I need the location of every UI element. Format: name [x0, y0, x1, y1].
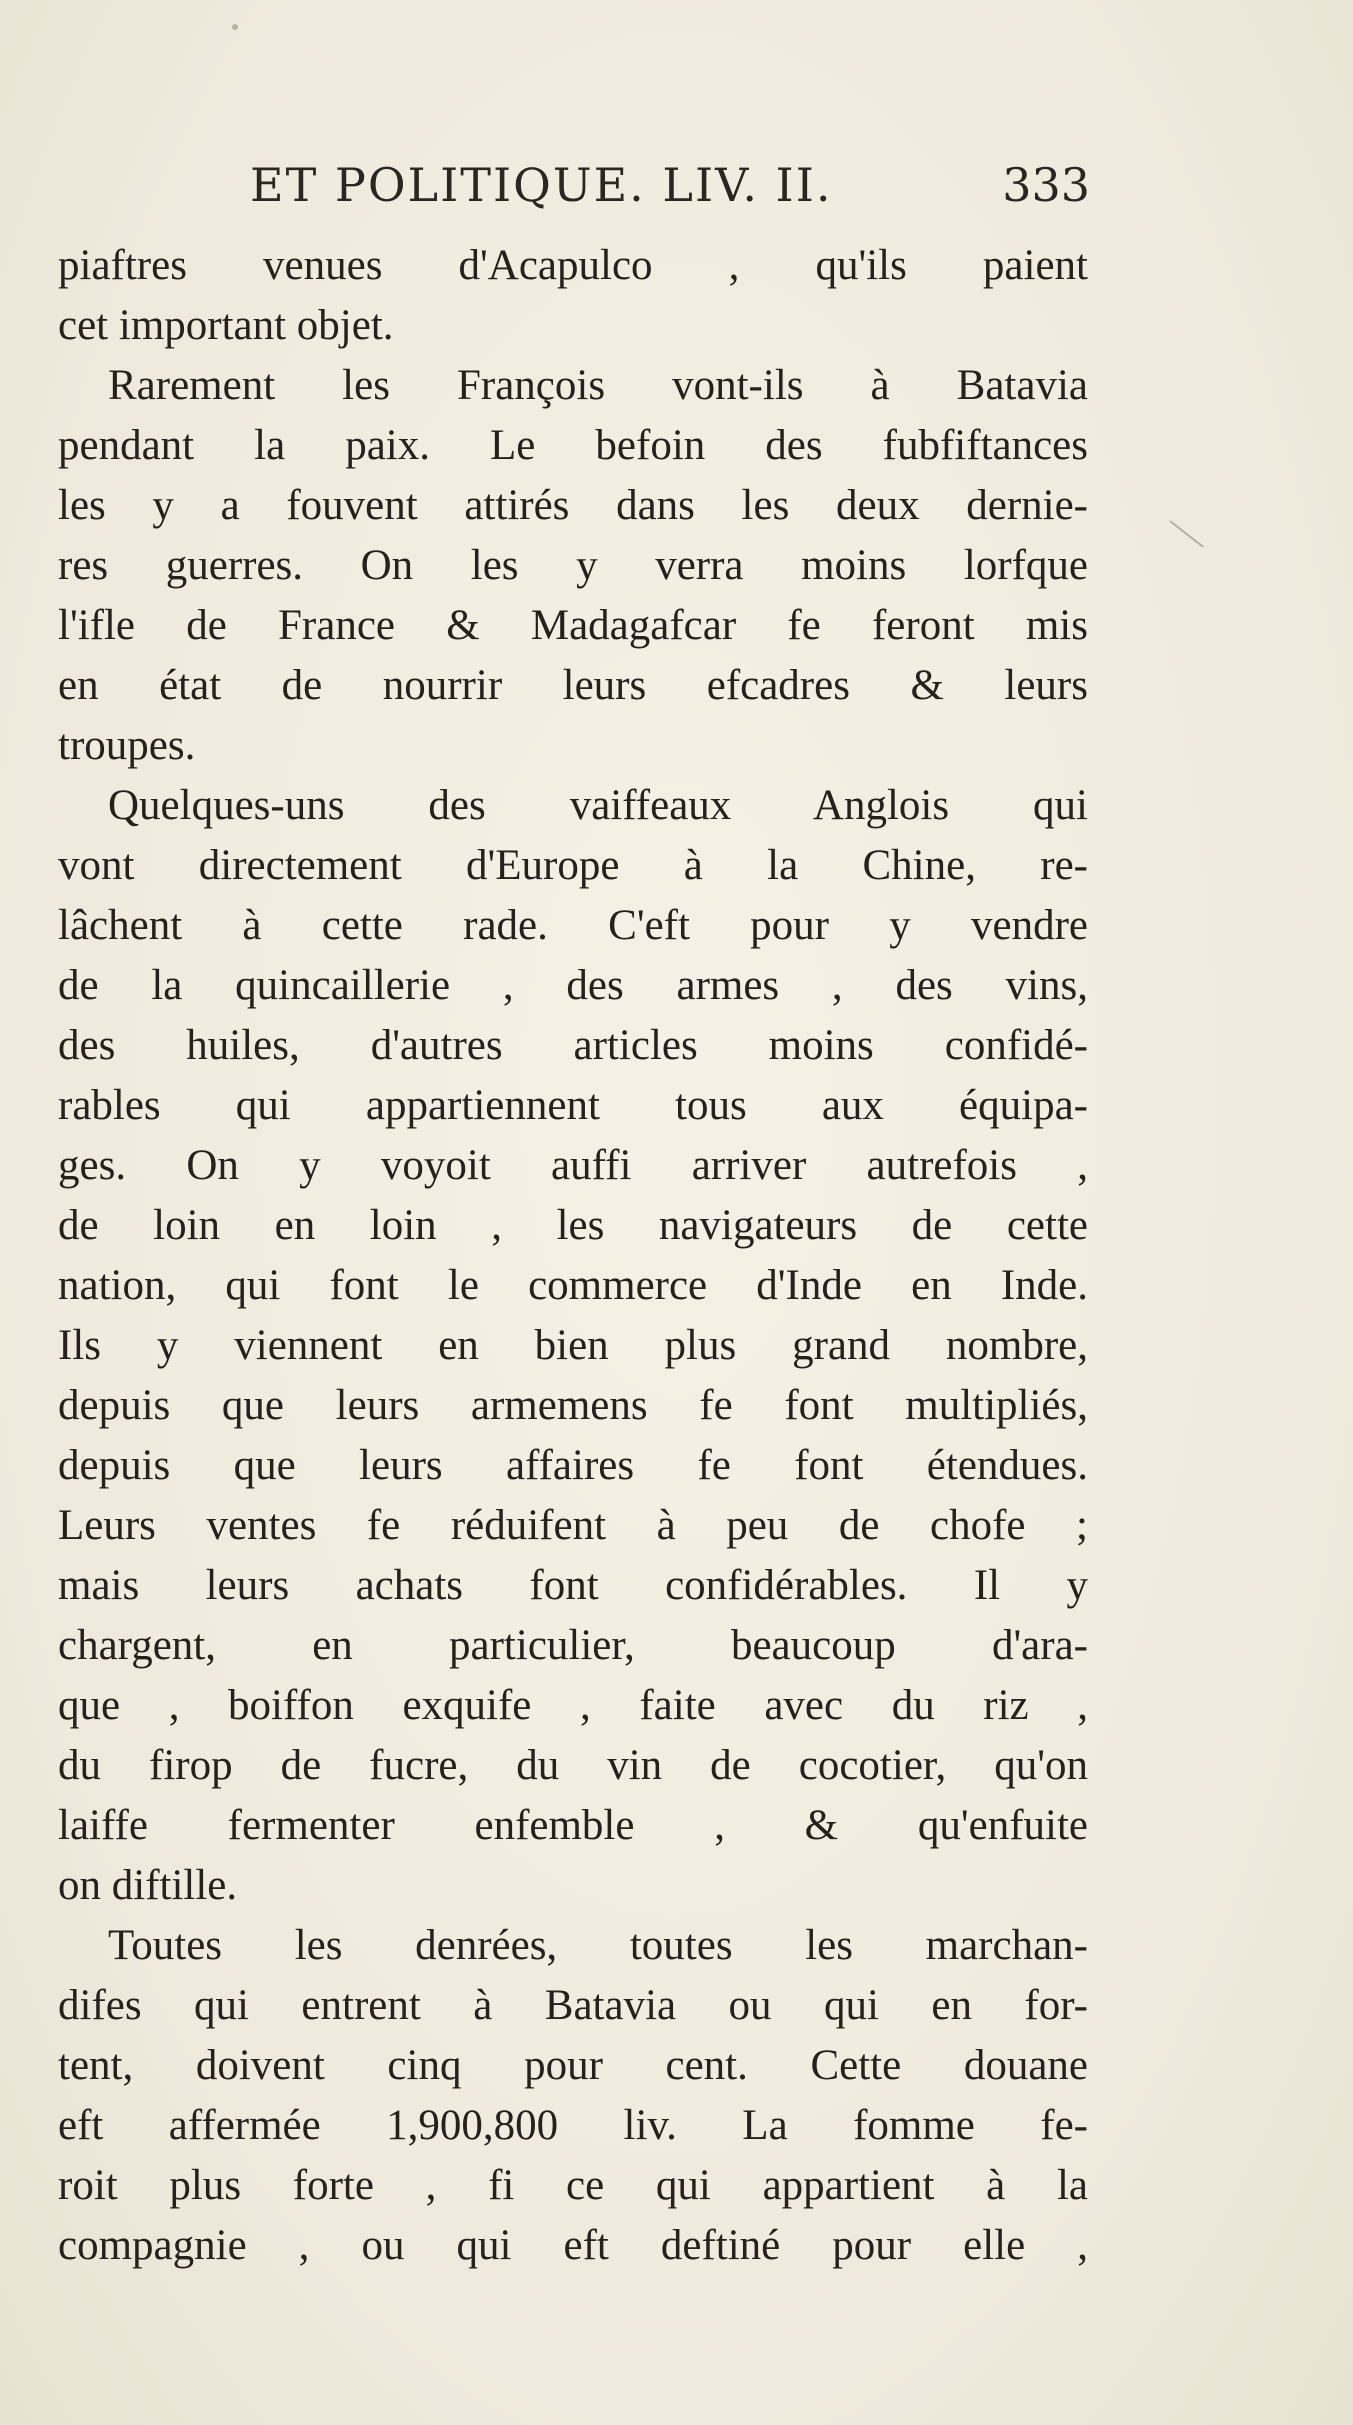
text-line: laiffe fermenter enfemble , & qu'enfuite: [58, 1802, 1088, 1849]
text-line: que , boiffon exquife , faite avec du riz ,: [58, 1682, 1088, 1729]
text-line: lâchent à cette rade. C'eft pour y vendre: [58, 902, 1088, 949]
text-line: compagnie , ou qui eft deftiné pour elle ,: [58, 2222, 1088, 2269]
text-line: pendant la paix. Le befoin des fubfiftances: [58, 422, 1088, 469]
paper-mark: [1169, 520, 1203, 547]
text-line: Ils y viennent en bien plus grand nombre,: [58, 1322, 1088, 1369]
text-line: mais leurs achats font confidérables. Il y: [58, 1562, 1088, 1609]
text-line: vont directement d'Europe à la Chine, re-: [58, 842, 1088, 889]
text-line: en état de nourrir leurs efcadres & leurs: [58, 662, 1088, 709]
text-line: des huiles, d'autres articles moins confidé-: [58, 1022, 1088, 1069]
text-line: de loin en loin , les navigateurs de cette: [58, 1202, 1088, 1249]
text-line: du firop de fucre, du vin de cocotier, qu'on: [58, 1742, 1088, 1789]
text-line: ges. On y voyoit auffi arriver autrefois ,: [58, 1142, 1088, 1189]
text-line: depuis que leurs armemens fe font multipliés,: [58, 1382, 1088, 1429]
text-line: difes qui entrent à Batavia ou qui en for-: [58, 1982, 1088, 2029]
text-line: cet important objet.: [58, 302, 394, 349]
paragraph-start-line: Toutes les denrées, toutes les marchan-: [108, 1922, 1088, 1969]
text-line: l'ifle de France & Madagafcar fe feront mis: [58, 602, 1088, 649]
text-line: tent, doivent cinq pour cent. Cette douane: [58, 2042, 1088, 2089]
text-line: on diftille.: [58, 1862, 238, 1909]
text-line: roit plus forte , fi ce qui appartient à la: [58, 2162, 1088, 2209]
text-line: les y a fouvent attirés dans les deux dernie-: [58, 482, 1088, 529]
running-head: ET POLITIQUE. LIV. II.: [250, 158, 833, 212]
text-line: depuis que leurs affaires fe font étendues.: [58, 1442, 1088, 1489]
text-line: troupes.: [58, 722, 196, 769]
text-line: chargent, en particulier, beaucoup d'ara-: [58, 1622, 1088, 1669]
page-number: 333: [1002, 158, 1090, 212]
text-line: rables qui appartiennent tous aux équipa-: [58, 1082, 1088, 1129]
paragraph-start-line: Rarement les François vont-ils à Batavia: [108, 362, 1088, 409]
page-header: [250, 158, 1090, 228]
text-line: de la quincaillerie , des armes , des vins,: [58, 962, 1088, 1009]
paragraph-start-line: Quelques-uns des vaiffeaux Anglois qui: [108, 782, 1088, 829]
text-line: res guerres. On les y verra moins lorfque: [58, 542, 1088, 589]
text-line: eft affermée 1,900,800 liv. La fomme fe-: [58, 2102, 1088, 2149]
body-text: [58, 236, 1088, 2276]
text-line: nation, qui font le commerce d'Inde en Inde.: [58, 1262, 1088, 1309]
paper-speck: [232, 24, 238, 30]
text-line: Leurs ventes fe réduifent à peu de chofe ;: [58, 1502, 1088, 1549]
text-line: piaftres venues d'Acapulco , qu'ils paient: [58, 242, 1088, 289]
